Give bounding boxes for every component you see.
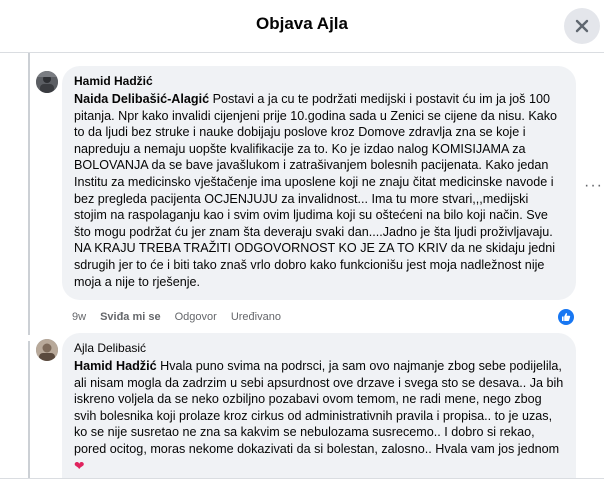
comment-text: Hamid Hadžić Hvala puno svima na podrsci, ja sam ovo najmanje zbog sebe podijelila, ali nisam mogla da zadrzim u sebi apsurdnost ove drzave i svega sto se desava.. Ja bih iskreno voljela da se neko ozbiljno pozabavi ovom temom, ne radi mene, nego zbog svih bolesnika koji prolaze kroz cirkus od administrativnih pravila i propisa.. to je uzas, ko se nije susretao ne zna sa kakvim se nebulozama susrecemo.. I dobro si rekao, pored ocitog, moras nekome dokazivati da si bolestan, zalosno.. Hvala vam jos jednom❤ <box>74 359 564 473</box>
ellipsis-icon[interactable]: ··· <box>584 177 603 194</box>
avatar[interactable] <box>36 71 58 93</box>
thread-line <box>28 53 30 335</box>
comment-time[interactable]: 9w <box>72 311 87 323</box>
like-reaction-badge[interactable] <box>558 309 574 325</box>
like-button[interactable]: Sviđa mi se <box>100 311 161 323</box>
comment-bubble <box>62 66 576 300</box>
edited-label: Uređivano <box>230 311 281 323</box>
heart-icon: ❤ <box>74 458 85 473</box>
avatar[interactable] <box>36 339 58 361</box>
comment-author[interactable]: Ajla Delibasić <box>74 341 147 355</box>
mention-link[interactable]: Naida Delibašić-Alagić <box>74 92 210 106</box>
reply-button[interactable]: Odgovor <box>174 311 217 323</box>
mention-link[interactable]: Hamid Hadžić <box>74 359 157 373</box>
like-icon <box>561 312 571 322</box>
dialog-header <box>0 0 604 53</box>
comment-author[interactable]: Hamid Hadžić <box>74 74 153 88</box>
close-button[interactable] <box>564 8 600 44</box>
dialog-title: Objava Ajla <box>256 14 348 33</box>
comments-scroll-area[interactable] <box>0 53 604 487</box>
comment-bubble <box>62 333 576 487</box>
thread-line <box>28 341 30 487</box>
comment-actions <box>72 311 281 323</box>
comment-text: Naida Delibašić-Alagić Postavi a ja cu te podržati medijski i postavit ću im ja još 100 pitanja. Npr kako invalidi cijenjeni prije 10.godina sada u Zenici se cijene da nisu. Kako to da ljudi bez struke i nauke dobijaju poslove kroz Domove zdravlja zna se koje i napreduju a nemaju uopšte kvalifikacije za to. Ko je izdao nalog KOMISIJAMA za BOLOVANJA da se bave javašlukom i zatrašivanjem bolesnih pacijenata. Kako jedan Institu za medicinsko vještačenje ima uposlene koji ne znaju čitat medicinske navode i bez pregleda pacijenta OCJENJUJU za invalidnost... Ima tu more stvari,,,medijski stojim na raspolaganju kao i svim ovim ljudima koji su oštećeni na bilo koji način. Sve što mogu podržat ću jer znam šta deveraju svaki dan....Jadno je šta ljudi proživljavaju. NA KRAJU TREBA TRAŽITI ODGOVORNOST KO JE ZA TO KRIV da ne skidaju jedni sdrugih jer to će i biti tako znaš vrlo dobro kako funkcionišu jest moja nadležnost nije moja a nije to rješenje. <box>74 92 558 289</box>
close-icon <box>575 19 589 33</box>
